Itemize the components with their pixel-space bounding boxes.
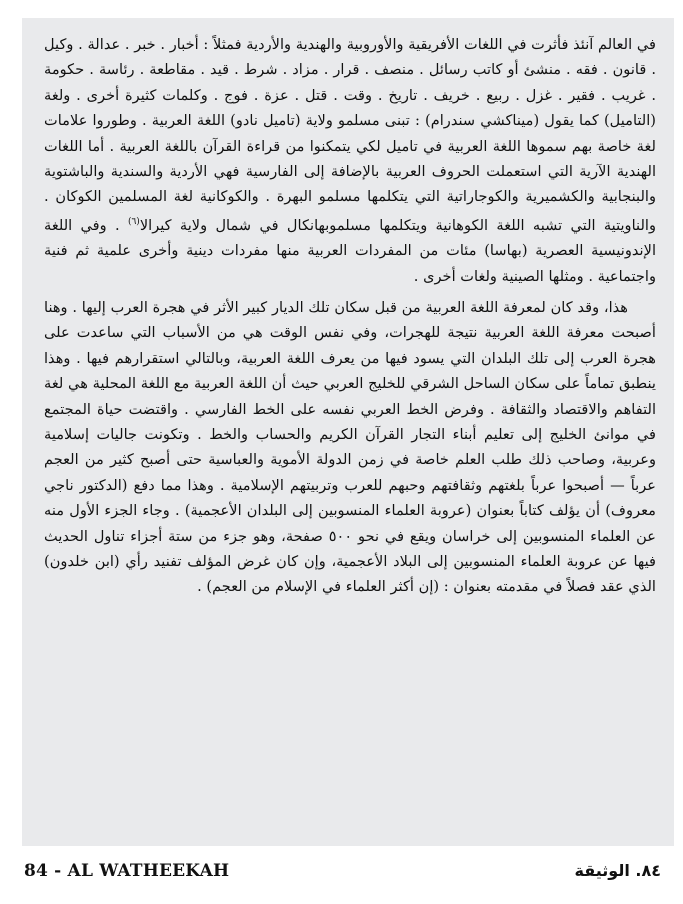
page-number-label: 84 - AL WATHEEKAH [24,861,230,881]
publication-name-arabic: ٨٤. الوثيقة [574,861,661,880]
footnote-mark[interactable]: (٦) [127,216,140,227]
article-panel [22,18,674,846]
paragraph-2: هذا، وقد كان لمعرفة اللغة العربية من قبل سكان تلك الديار كبير الأثر في هجرة العرب إليها . وهنا أصبحت معرفة اللغة العربية نتيجة للهجرات، وفي نفس الوقت هي من الأسباب التي ساعدت على هجرة العرب إلى تلك البلدان التي يسود فيها من يعرف اللغة العربية، وبالتالي استقرارهم فيها . وهذا ينطبق تماماً على سكان الساحل الشرقي للخليج العربي حيث أن اللغة العربية مع اللغة المحلية هي لغة التفاهم والاقتصاد والثقافة . وفرض الخط العربي نفسه على الخط الفارسي . واقتضت حياة المجتمع في موانئ الخليج إلى تعليم أبناء التجار القرآن الكريم والحساب والخط . وتكونت جاليات إسلامية وعربية، وصاحب ذلك طلب العلم خاصة في زمن الدولة الأموية والعباسية حتى أصبح كثير من العجم عرباً — أصبحوا عرباً بلغتهم وثقافتهم وحبهم للعرب وتربيتهم الإسلامية . وهذا مما دفع (الدكتور ناجي معروف) أن يؤلف كتاباً بعنوان (عروبة العلماء المنسوبين إلى البلدان الأعجمية) . وجاء الجزء الأول منه عن العلماء المنسوبين إلى خراسان ويقع في نحو ٥٠٠ صفحة، وهو جزء من ستة أجزاء تناول الحديث فيها عن عروبة العلماء المنسوبين إلى البلاد الأعجمية، وإن كان غرض المؤلف تفنيد رأي (ابن خلدون) الذي عقد فصلاً في مقدمته بعنوان : (إن أكثر العلماء في الإسلام من العجم) . [44,298,656,596]
paragraph-1-tail: . وفي اللغة الإندونيسية العصرية (بهاسا) مئات من المفردات العربية منها مفردات دينية وأخرى علمية ثم فنية واجتماعية . ومثلها الصينية ولغات أخرى . [44,216,656,285]
article-body [44,32,656,600]
page-footer [24,861,661,887]
paragraph-1-text: في العالم آنئذ فأثرت في اللغات الأفريقية والأوروبية والهندية والأردية فمثلاً : أخبار . خبر . عدالة . وكيل . قانون . فقه . منشئ أو كاتب رسائل . منصف . قرار . مزاد . شرط . قيد . مقاطعة . رئاسة . حكومة . غريب . فقير . غزل . ربيع . خريف . تاريخ . وقت . قتل . عزة . فوج . وكلمات كثيرة أخرى . ولغة (التاميل) كما يقول (ميناكشي سندرام) : تبنى مسلمو ولاية (تاميل نادو) اللغة العربية . وطوروا علامات لغة خاصة بهم سموها اللغة العربية في تاميل لكي يتمكنوا من قراءة القرآن باللغة العربية . أما اللغات الهندية الآرية التي استعملت الحروف العربية بالإضافة إلى الفارسية فهي الأردية والسندية والباشتوية والبنجابية والكشميرية والكوجاراتية التي يتكلمها مسلمو البهرة . والكوكانية لغة المسلمين الكوكان . والناويتية التي تشبه اللغة الكوهانية ويتكلمها مسلموبهانكال في شمال ولاية كيرالا [44,36,657,234]
paragraph-1 [44,32,656,289]
